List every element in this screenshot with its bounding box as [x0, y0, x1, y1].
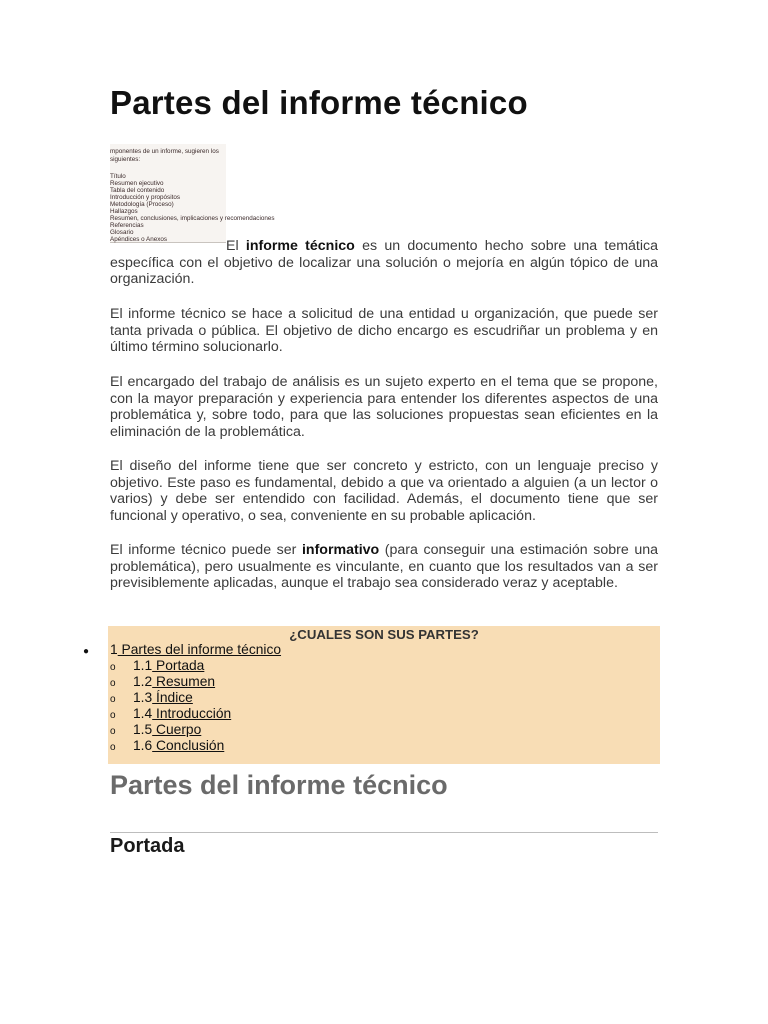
informativo-bold-term: informativo [301, 542, 380, 558]
toc-item-link[interactable]: Introducción [152, 706, 232, 721]
toc-item-conclusion[interactable] [110, 738, 224, 753]
toc-item-link[interactable]: Conclusión [152, 738, 225, 753]
thumbnail-item: Referencias [110, 222, 144, 229]
thumbnail-item: Apéndices o Anexos [110, 236, 168, 243]
table-of-contents [83, 626, 660, 764]
thumbnail-heading: mponentes de un informe, sugieren los siguientes: [110, 148, 219, 163]
section-heading: Partes del informe técnico [110, 770, 448, 800]
toc-item-link[interactable]: Índice [152, 690, 193, 705]
informativo-text-rest: (para conseguir una estimación sobre una problemática), pero usualmente es vinculante, en cuanto que los resultados van a ser previsiblemente aplicadas, aunque el trabajo sea considerado veraz y aceptable. [110, 542, 659, 592]
toc-item-number: 1.6 [133, 738, 153, 753]
informativo-text: El informe técnico puede ser [110, 542, 302, 558]
paragraph-encargado: El encargado del trabajo de análisis es un sujeto experto en el tema que se propone, con la mayor preparación y experiencia para entender los diferentes aspectos de una problemática y, sobre todo, para que las soluciones propuestas sean eficientes en la eliminación de la problemática. [110, 374, 658, 440]
toc-item-link[interactable]: Cuerpo [152, 722, 202, 737]
toc-main-item[interactable] [83, 642, 281, 657]
paragraph-solicitud: El informe técnico se hace a solicitud de una entidad u organización, que puede ser tanta privada o pública. El objetivo de dicho encargo es escudriñar un problema y en último término solucionarlo. [110, 306, 658, 356]
intro-paragraph [110, 238, 658, 288]
toc-item-number: 1.2 [133, 674, 153, 689]
thumbnail-item: Resumen ejecutivo [110, 180, 164, 187]
toc-item-introduccion[interactable] [110, 706, 231, 721]
toc-item-indice[interactable] [110, 690, 193, 705]
toc-item-number: 1.1 [133, 658, 153, 673]
toc-item-number: 1.5 [133, 722, 153, 737]
intro-text-rest: es un documento hecho sobre una temática específica con el objetivo de localizar una solución o mejoría en algún tópico de una organización. [110, 238, 658, 288]
circle-bullet-icon: o [110, 678, 116, 689]
intro-text: El [226, 238, 246, 254]
bullet-icon: ● [83, 646, 90, 657]
paragraph-diseno: El diseño del informe tiene que ser concreto y estricto, con un lenguaje preciso y objetivo. Este paso es fundamental, debido a que va orientado a alguien (a un lector o varios) y debe ser entendido con facilidad. Además, el documento tiene que ser funcional y operativo, o sea, conveniente en su probable aplicación. [110, 458, 658, 524]
toc-item-number: 1.4 [133, 706, 153, 721]
toc-item-cuerpo[interactable] [110, 722, 201, 737]
toc-item-portada[interactable] [110, 658, 204, 673]
thumbnail-list [110, 163, 275, 243]
circle-bullet-icon: o [110, 662, 116, 673]
divider [110, 832, 658, 833]
circle-bullet-icon: o [110, 694, 116, 705]
toc-item-link[interactable]: Resumen [152, 674, 216, 689]
toc-item-number: 1.3 [133, 690, 153, 705]
circle-bullet-icon: o [110, 742, 116, 753]
thumbnail-item: Tabla del contenido [110, 187, 165, 194]
components-thumbnail-image [110, 144, 275, 243]
circle-bullet-icon: o [110, 710, 116, 721]
toc-item-resumen[interactable] [110, 674, 215, 689]
thumbnail-item: Título [110, 173, 126, 180]
thumbnail-item: Metodología (Proceso) [110, 201, 174, 208]
intro-bold-term: informe técnico [245, 238, 355, 254]
thumbnail-item: Glosario [110, 229, 134, 236]
page-title: Partes del informe técnico [110, 84, 528, 121]
thumbnail-item: Resumen, conclusiones, implicaciones y recomendaciones [110, 215, 275, 222]
subsection-heading: Portada [110, 835, 185, 857]
circle-bullet-icon: o [110, 726, 116, 737]
toc-heading: ¿CUALES SON SUS PARTES? [289, 627, 479, 642]
toc-item-link[interactable]: Portada [152, 658, 205, 673]
thumbnail-item: Hallazgos [110, 208, 138, 215]
toc-main-link[interactable]: Partes del informe técnico [117, 642, 282, 657]
paragraph-informativo [110, 542, 658, 592]
thumbnail-item: Introducción y propósitos [110, 194, 181, 201]
toc-main-number: 1 [110, 642, 118, 657]
